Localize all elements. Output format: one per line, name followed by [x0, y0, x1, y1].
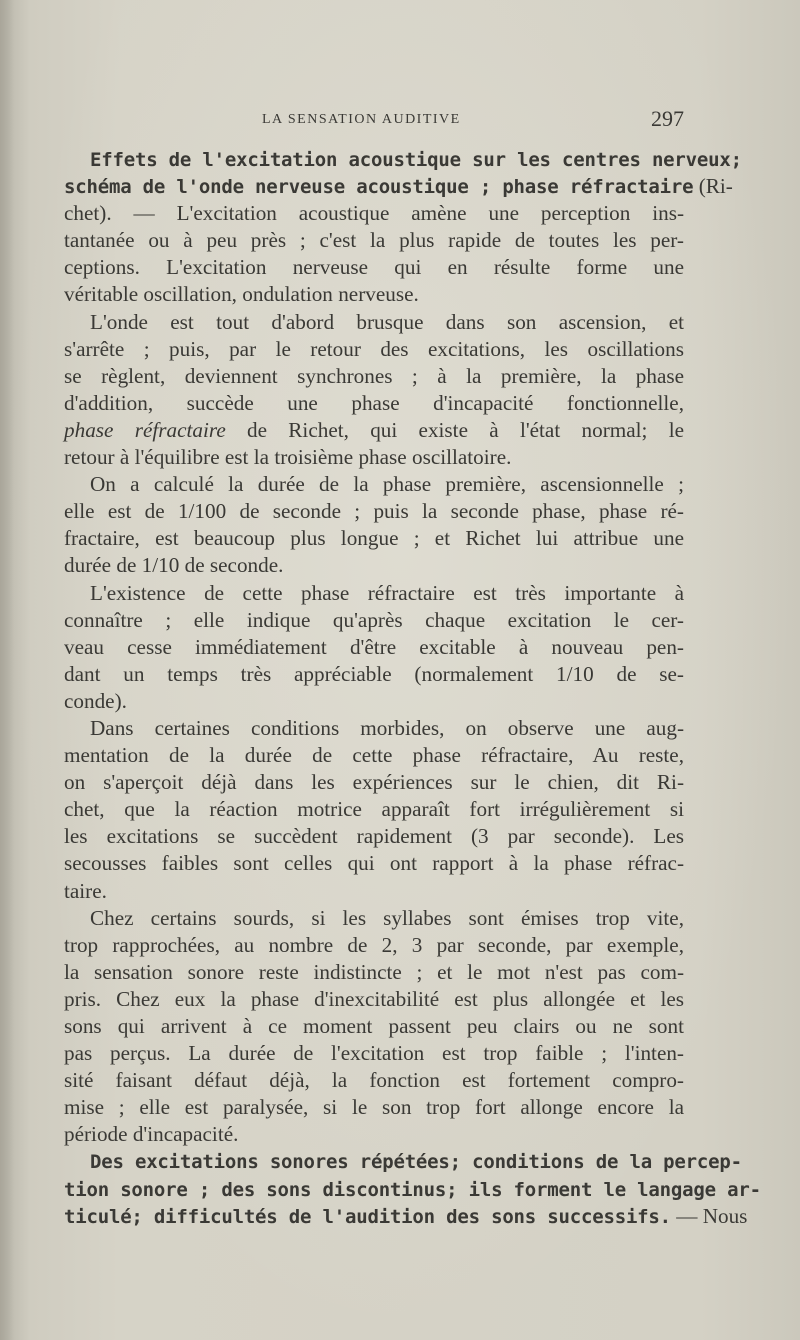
text-line	[64, 173, 733, 200]
text-line	[64, 715, 684, 742]
text-run: connaître ; elle indique qu'après chaque excitation le cer-	[64, 607, 684, 632]
text-line	[64, 200, 684, 227]
text-line	[64, 444, 684, 471]
text-line	[64, 552, 684, 579]
text-run: — Nous	[670, 1203, 748, 1228]
text-line	[64, 390, 684, 417]
text-run: mentation de la durée de cette phase réfractaire, Au reste,	[64, 743, 684, 768]
text-line	[64, 742, 684, 769]
text-line	[64, 227, 684, 254]
text-run: pris. Chez eux la phase d'inexcitabilité est plus allongée et les	[64, 986, 684, 1011]
text-line	[64, 1176, 761, 1203]
text-run: Dans certaines conditions morbides, on observe une aug-	[90, 715, 684, 740]
text-line	[64, 878, 684, 905]
text-line	[64, 905, 684, 932]
text-line	[64, 254, 684, 281]
text-run: elle est de 1/100 de seconde ; puis la seconde phase, phase ré-	[64, 499, 684, 524]
section-heading-text: tion sonore ; des sons discontinus; ils forment le langage ar-	[64, 1178, 761, 1201]
text-run: pas perçus. La durée de l'excitation est trop faible ; l'inten-	[64, 1041, 684, 1066]
text-line	[64, 959, 684, 986]
text-run: secousses faibles sont celles qui ont rapport à la phase réfrac-	[64, 851, 684, 876]
text-run: fractaire, est beaucoup plus longue ; et Richet lui attribue une	[64, 526, 684, 551]
text-run: trop rapprochées, au nombre de 2, 3 par seconde, par exemple,	[64, 932, 684, 957]
text-run: s'arrête ; puis, par le retour des excitations, les oscillations	[64, 336, 684, 361]
text-line	[64, 1040, 684, 1067]
text-line	[64, 1013, 684, 1040]
text-line	[64, 417, 684, 444]
text-line	[64, 580, 684, 607]
text-line	[64, 146, 742, 173]
text-line	[64, 688, 684, 715]
text-run: ceptions. L'excitation nerveuse qui en résulte forme une	[64, 255, 684, 280]
section-heading-text: Des excitations sonores répétées; conditions de la percep-	[90, 1151, 742, 1174]
text-run: retour à l'équilibre est la troisième phase oscillatoire.	[64, 445, 512, 470]
running-head	[64, 106, 684, 140]
text-run: tantanée ou à peu près ; c'est la plus rapide de toutes les per-	[64, 228, 684, 253]
text-line	[64, 525, 684, 552]
text-line	[64, 1203, 748, 1230]
text-run: d'addition, succède une phase d'incapacité fonctionnelle,	[64, 390, 684, 415]
text-run: sité faisant défaut déjà, la fonction est fortement compro-	[64, 1068, 684, 1093]
text-line	[64, 796, 684, 823]
text-line	[64, 986, 684, 1013]
text-run: dant un temps très appréciable (normalement 1/10 de se-	[64, 661, 684, 686]
text-run: les excitations se succèdent rapidement (3 par seconde). Les	[64, 824, 684, 849]
text-run: on s'aperçoit déjà dans les expériences sur le chien, dit Ri-	[64, 770, 684, 795]
text-run: taire.	[64, 878, 107, 903]
text-line	[64, 1148, 742, 1175]
text-run: période d'incapacité.	[64, 1122, 239, 1147]
text-line	[64, 932, 684, 959]
text-line	[64, 336, 684, 363]
text-line	[64, 471, 684, 498]
italic-term: phase réfractaire	[64, 417, 226, 442]
text-run: chet, que la réaction motrice apparaît fort irrégulièrement si	[64, 797, 684, 822]
text-line	[64, 634, 684, 661]
text-run: Chez certains sourds, si les syllabes sont émises trop vite,	[90, 905, 684, 930]
text-line	[64, 363, 684, 390]
text-line	[64, 498, 684, 525]
text-line	[64, 661, 684, 688]
text-run: mise ; elle est paralysée, si le son trop fort allonge encore la	[64, 1095, 684, 1120]
text-run: L'onde est tout d'abord brusque dans son ascension, et	[90, 309, 684, 334]
page-gutter-shadow	[0, 0, 14, 1340]
text-run: se règlent, deviennent synchrones ; à la première, la phase	[64, 363, 684, 388]
text-run: L'existence de cette phase réfractaire est très importante à	[90, 580, 684, 605]
section-heading-text: schéma de l'onde nerveuse acoustique ; phase réfractaire	[64, 176, 694, 199]
section-heading-text: Effets de l'excitation acoustique sur les centres nerveux;	[90, 149, 742, 171]
text-run: véritable oscillation, ondulation nerveuse.	[64, 282, 419, 307]
text-line	[64, 1094, 684, 1121]
running-title: LA SENSATION AUDITIVE	[262, 112, 461, 127]
text-line	[64, 607, 684, 634]
text-run: On a calculé la durée de la phase première, ascensionnelle ;	[90, 472, 684, 497]
text-run: veau cesse immédiatement d'être excitable à nouveau pen-	[64, 634, 684, 659]
text-run: chet). — L'excitation acoustique amène une perception ins-	[64, 201, 684, 226]
text-run: de Richet, qui existe à l'état normal; le	[225, 417, 684, 442]
text-line	[64, 769, 684, 796]
text-line	[64, 1067, 684, 1094]
text-line	[64, 850, 684, 877]
text-run: conde).	[64, 688, 127, 713]
text-line	[64, 281, 684, 308]
page-number: 297	[651, 106, 684, 131]
body-text	[64, 146, 761, 1230]
text-run: la sensation sonore reste indistincte ; et le mot n'est pas com-	[64, 959, 684, 984]
section-heading-text: ticulé; difficultés de l'audition des sons successifs.	[64, 1205, 671, 1228]
text-line	[64, 309, 684, 336]
text-line	[64, 1121, 684, 1148]
text-run: durée de 1/10 de seconde.	[64, 553, 284, 578]
text-run: sons qui arrivent à ce moment passent peu clairs ou ne sont	[64, 1014, 684, 1038]
text-run: (Ri-	[693, 174, 733, 199]
text-line	[64, 823, 684, 850]
